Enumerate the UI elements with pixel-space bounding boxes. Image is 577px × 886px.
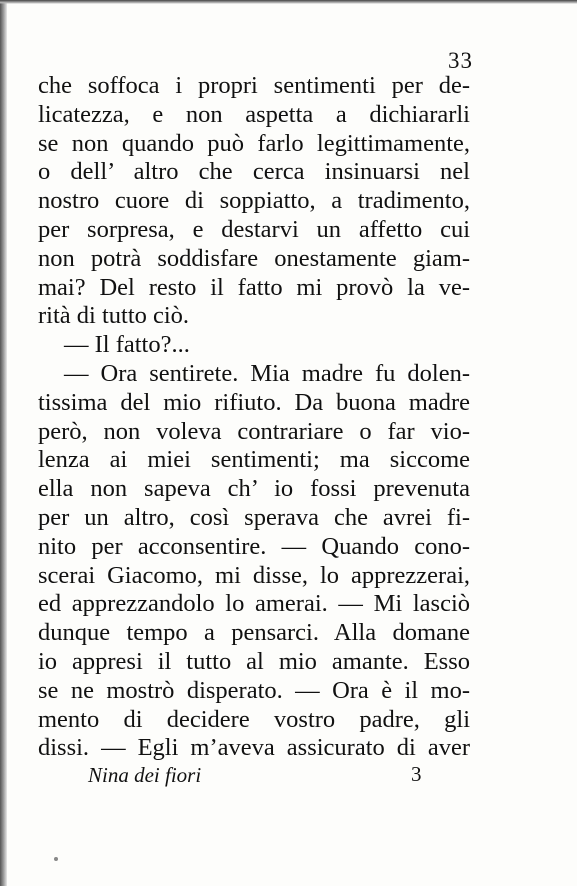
page-top-edge-shadow xyxy=(0,0,577,4)
text-line: — Ora sentirete. Mia madre fu dolen- xyxy=(64,359,470,387)
text-line: dissi. — Egli m’aveva assicurato di aver xyxy=(38,734,470,762)
text-line: nostro cuore di soppiatto, a tradimento, xyxy=(38,187,470,215)
text-line: per sorpresa, e destarvi un affetto cui xyxy=(38,215,470,243)
body-text xyxy=(38,72,470,763)
text-line: ed apprezzandolo lo amerai. — Mi lasciò xyxy=(38,590,470,618)
text-line: nito per acconsentire. — Quando cono- xyxy=(38,532,470,560)
text-line: per un altro, così sperava che avrei fi- xyxy=(38,503,470,531)
text-line: io appresi il tutto al mio amante. Esso xyxy=(38,647,470,675)
text-line: però, non voleva contrariare o far vio- xyxy=(38,417,470,445)
signature-mark: 3 xyxy=(411,762,422,786)
footer-book-title: Nina dei fiori xyxy=(88,763,202,787)
text-line: mai? Del resto il fatto mi provò la ve- xyxy=(38,273,470,301)
text-line: dunque tempo a pensarci. Alla domane xyxy=(38,619,470,647)
text-line: o dell’ altro che cerca insinuarsi nel xyxy=(38,158,470,186)
page-number: 33 xyxy=(448,48,473,73)
text-line: rità di tutto ciò. xyxy=(38,302,190,330)
text-line: licatezza, e non aspetta a dichiararli xyxy=(38,100,470,128)
text-line: tissima del mio rifiuto. Da buona madre xyxy=(38,388,470,416)
text-line: se non quando può farlo legittimamente, xyxy=(38,129,470,157)
paper-speck xyxy=(54,857,58,861)
text-line: lenza ai miei sentimenti; ma siccome xyxy=(38,446,470,474)
text-line: se ne mostrò disperato. — Ora è il mo- xyxy=(38,676,470,704)
page-left-edge-shadow xyxy=(0,0,7,886)
text-line: mento di decidere vostro padre, gli xyxy=(38,705,470,733)
text-line: scerai Giacomo, mi disse, lo apprezzerai, xyxy=(38,561,470,589)
text-line: che soffoca i propri sentimenti per de- xyxy=(38,72,470,99)
text-line: — Il fatto?... xyxy=(64,331,190,359)
text-line: non potrà soddisfare onestamente giam- xyxy=(38,244,470,272)
text-line: ella non sapeva ch’ io fossi prevenuta xyxy=(38,475,470,503)
